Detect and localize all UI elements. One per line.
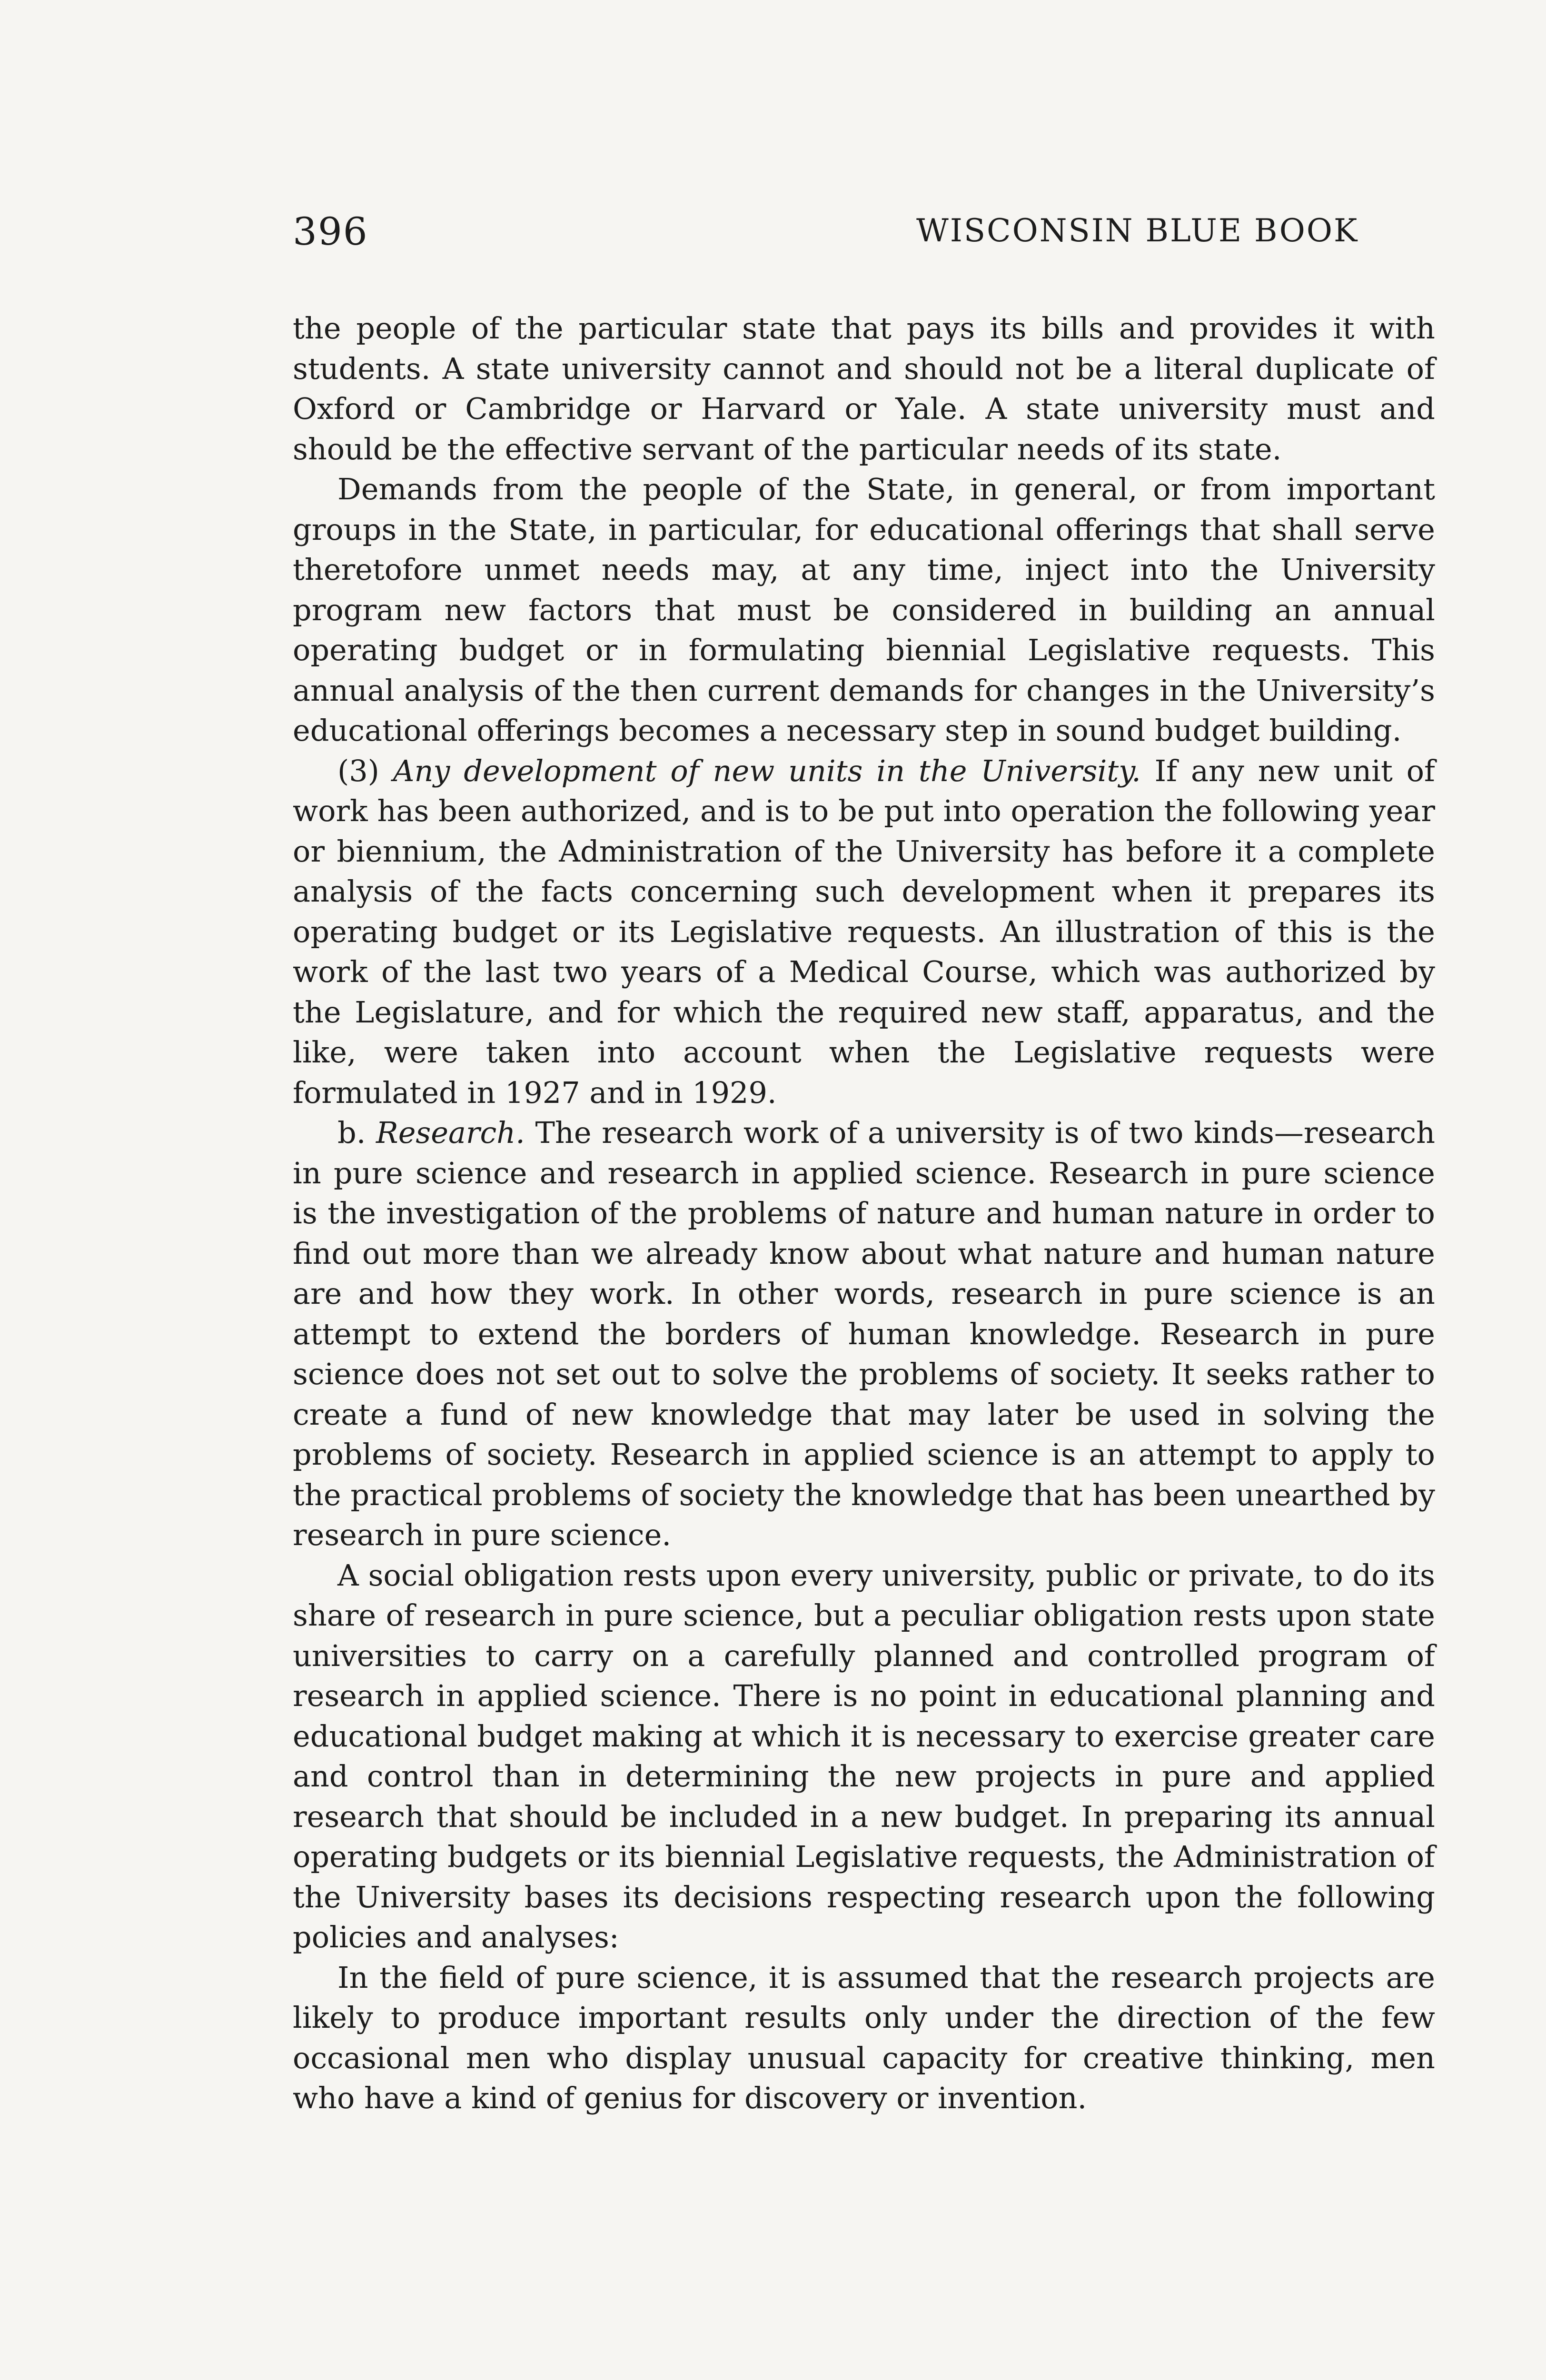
paragraph-demands xyxy=(293,469,1435,751)
paragraph-text: Demands from the people of the State, in general, or from important groups in the State, in particular, for educational offerings that shall serve theretofore unmet needs may, at any time, inject into the University program new factors that must be considered in building an annual operating budget or in formulating biennial Legislative requests. This annual analysis of the then current demands for changes in the University’s educational offerings becomes a necessary step in sound budget building. xyxy=(293,472,1435,748)
page-header xyxy=(293,209,1435,262)
paragraph-text: The research work of a university is of two kinds—research in pure science and research in applied science. Research in pure science is the investigation of the problems of nature and human nature in order to find out more than we already know about what nature and human nature are and how they work. In other words, research in pure science is an attempt to extend the borders of human knowledge. Research in pure science does not set out to solve the problems of society. It seeks rather to create a fund of new knowledge that may later be used in solving the problems of society. Research in applied science is an attempt to apply to the practical problems of society the knowledge that has been unearthed by research in pure science. xyxy=(293,1115,1435,1552)
section-heading: Any development of new units in the University. xyxy=(393,753,1141,788)
running-head: WISCONSIN BLUE BOOK xyxy=(916,212,1359,249)
paragraph-research xyxy=(293,1113,1435,1556)
paragraph-lead: (3) xyxy=(337,753,393,788)
paragraph-new-units xyxy=(293,751,1435,1113)
paragraph-text: If any new unit of work has been authorized, and is to be put into operation the following year or biennium, the Administration of the University has before it a complete analysis of the facts concerning such development when it prepares its operating budget or its Legislative requests. An illustration of this is the work of the last two years of a Medical Course, which was authorized by the Legislature, and for which the required new staff, apparatus, and the like, were taken into account when the Legislative requests were formulated in 1927 and in 1929. xyxy=(293,753,1436,1110)
paragraph-pure-science xyxy=(293,1958,1435,2119)
paragraph-continuation xyxy=(293,308,1435,469)
paragraph-text: the people of the particular state that pays its bills and provides it with students. A state university cannot and should not be a literal duplicate of Oxford or Cambridge or Harvard or Yale. A state university must and should be the effective servant of the particular needs of its state. xyxy=(293,311,1435,466)
body-text xyxy=(293,308,1435,2119)
paragraph-text: A social obligation rests upon every university, public or private, to do its share of research in pure science, but a peculiar obligation rests upon state universities to carry on a carefully planned and controlled program of research in applied science. There is no point in educational planning and educational budget making at which it is necessary to exercise greater care and control than in determining the new projects in pure and applied research that should be included in a new budget. In preparing its annual operating budgets or its biennial Legislative requests, the Administration of the University bases its decisions respecting research upon the following policies and analyses: xyxy=(293,1557,1435,1954)
section-heading: Research. xyxy=(376,1115,525,1150)
paragraph-lead: b. xyxy=(337,1115,377,1150)
paragraph-text: In the field of pure science, it is assumed that the research projects are likely to produce important results only under the direction of the few occasional men who display unusual capacity for creative thinking, men who have a kind of genius for discovery or invention. xyxy=(293,1960,1435,2115)
paragraph-social-obligation xyxy=(293,1556,1435,1958)
page-number: 396 xyxy=(293,209,368,254)
